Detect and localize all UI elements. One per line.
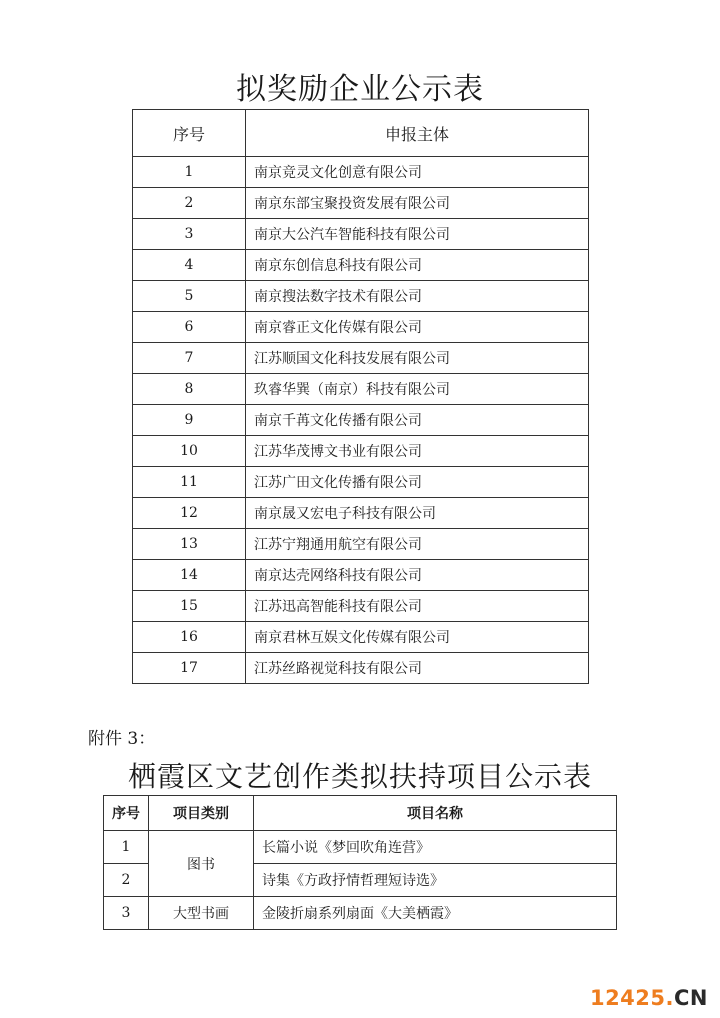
row-serial: 5 xyxy=(133,281,246,312)
row-applicant-name: 南京竞灵文化创意有限公司 xyxy=(246,157,589,188)
watermark-number: 12425 xyxy=(589,986,666,1010)
table-row xyxy=(133,250,589,281)
table-header-row xyxy=(104,796,617,831)
table-row xyxy=(133,312,589,343)
row-serial: 3 xyxy=(133,219,246,250)
row-applicant-name: 玖睿华巽（南京）科技有限公司 xyxy=(246,374,589,405)
table-row xyxy=(133,157,589,188)
row-serial: 12 xyxy=(133,498,246,529)
row-serial: 3 xyxy=(104,897,149,930)
row-serial: 13 xyxy=(133,529,246,560)
row-serial: 2 xyxy=(133,188,246,219)
row-serial: 10 xyxy=(133,436,246,467)
row-applicant-name: 江苏广田文化传播有限公司 xyxy=(246,467,589,498)
row-applicant-name: 南京千苒文化传播有限公司 xyxy=(246,405,589,436)
table-header-row xyxy=(133,110,589,157)
row-applicant-name: 南京东部宝聚投资发展有限公司 xyxy=(246,188,589,219)
row-serial: 2 xyxy=(104,864,149,897)
table-row xyxy=(133,281,589,312)
row-category: 图书 xyxy=(149,831,254,897)
row-applicant-name: 江苏宁翔通用航空有限公司 xyxy=(246,529,589,560)
header-project-name: 项目名称 xyxy=(254,796,617,831)
table2-title: 栖霞区文艺创作类拟扶持项目公示表 xyxy=(127,760,592,793)
table-row xyxy=(133,498,589,529)
row-serial: 14 xyxy=(133,560,246,591)
row-applicant-name: 江苏丝路视觉科技有限公司 xyxy=(246,653,589,684)
row-serial: 1 xyxy=(133,157,246,188)
row-applicant-name: 南京达壳网络科技有限公司 xyxy=(246,560,589,591)
row-serial: 15 xyxy=(133,591,246,622)
table1-title: 拟奖励企业公示表 xyxy=(236,72,484,107)
site-watermark xyxy=(590,986,708,1010)
attachment-label: 附件 3： xyxy=(88,729,156,749)
row-serial: 11 xyxy=(133,467,246,498)
table-row xyxy=(104,831,617,864)
header-serial: 序号 xyxy=(133,110,246,157)
row-serial: 6 xyxy=(133,312,246,343)
row-serial: 7 xyxy=(133,343,246,374)
row-serial: 9 xyxy=(133,405,246,436)
table-row xyxy=(133,343,589,374)
row-serial: 16 xyxy=(133,622,246,653)
row-applicant-name: 南京搜法数字技术有限公司 xyxy=(246,281,589,312)
table-row xyxy=(104,897,617,930)
row-applicant-name: 南京晟又宏电子科技有限公司 xyxy=(246,498,589,529)
row-applicant-name: 南京君林互娱文化传媒有限公司 xyxy=(246,622,589,653)
row-project-name: 长篇小说《梦回吹角连营》 xyxy=(254,831,617,864)
table-row xyxy=(133,374,589,405)
table-row xyxy=(133,467,589,498)
support-project-table xyxy=(103,795,617,930)
table-row xyxy=(133,529,589,560)
watermark-dot: . xyxy=(665,986,674,1010)
row-applicant-name: 江苏顺国文化科技发展有限公司 xyxy=(246,343,589,374)
row-serial: 17 xyxy=(133,653,246,684)
row-category: 大型书画 xyxy=(149,897,254,930)
row-applicant-name: 江苏华茂博文书业有限公司 xyxy=(246,436,589,467)
table-row xyxy=(133,188,589,219)
row-applicant-name: 江苏迅高智能科技有限公司 xyxy=(246,591,589,622)
row-serial: 4 xyxy=(133,250,246,281)
table-row xyxy=(133,622,589,653)
header-serial: 序号 xyxy=(104,796,149,831)
table-row xyxy=(133,560,589,591)
row-serial: 8 xyxy=(133,374,246,405)
award-enterprise-table xyxy=(132,109,589,684)
table-row xyxy=(133,591,589,622)
row-project-name: 金陵折扇系列扇面《大美栖霞》 xyxy=(254,897,617,930)
row-applicant-name: 南京东创信息科技有限公司 xyxy=(246,250,589,281)
row-serial: 1 xyxy=(104,831,149,864)
table-row xyxy=(133,405,589,436)
row-project-name: 诗集《方政抒情哲理短诗选》 xyxy=(254,864,617,897)
table-row xyxy=(133,436,589,467)
row-applicant-name: 南京睿正文化传媒有限公司 xyxy=(246,312,589,343)
header-category: 项目类别 xyxy=(149,796,254,831)
row-applicant-name: 南京大公汽车智能科技有限公司 xyxy=(246,219,589,250)
header-applicant: 申报主体 xyxy=(246,110,589,157)
table-row xyxy=(133,219,589,250)
watermark-suffix: CN xyxy=(674,986,708,1010)
table-row xyxy=(133,653,589,684)
